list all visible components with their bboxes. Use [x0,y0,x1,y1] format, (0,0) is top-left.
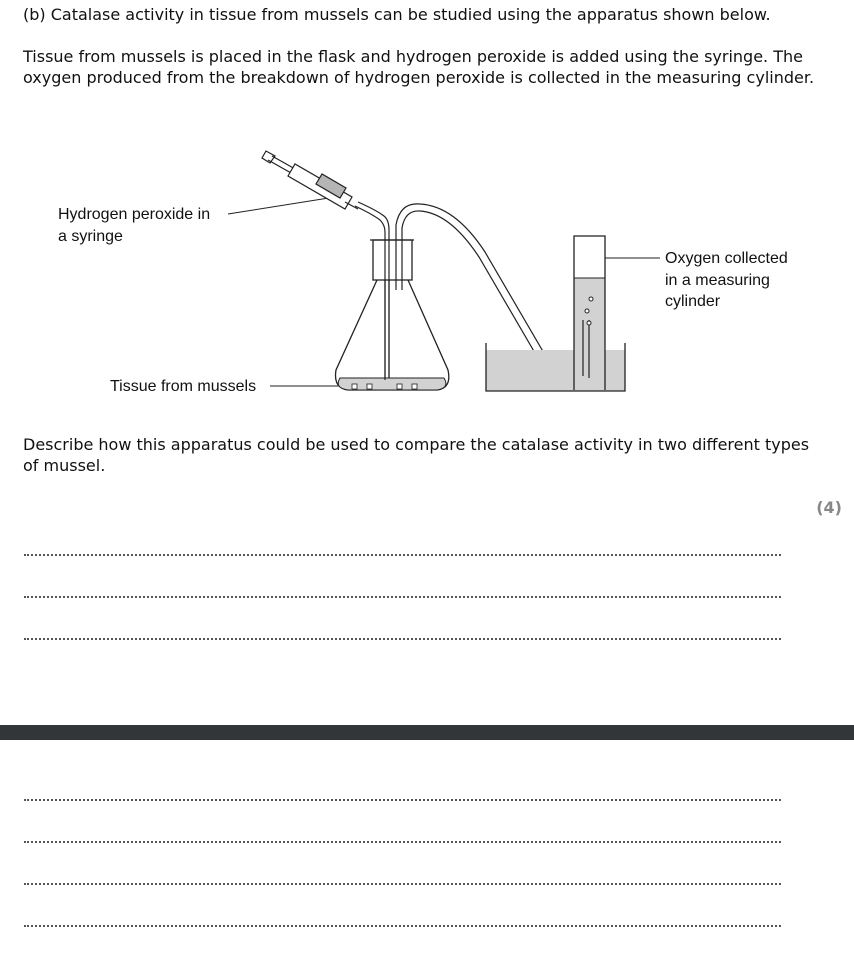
label-oxygen-line3: cylinder [665,293,721,310]
label-syringe-line2: a syringe [58,228,123,245]
answer-line[interactable] [24,841,781,843]
syringe [262,151,358,209]
label-syringe-line1: Hydrogen peroxide in [58,206,211,223]
question-intro: (b) Catalase activity in tissue from mussels can be studied using the apparatus shown below. [23,5,771,24]
question-paragraph: Tissue from mussels is placed in the flask and hydrogen peroxide is added using the syringe. The oxygen produced from the breakdown of hydrogen peroxide is collected in the measuring cylinder. [23,47,815,87]
leader-syringe [228,197,335,214]
answer-line[interactable] [24,554,781,556]
question-prompt: Describe how this apparatus could be used to compare the catalase activity in two different types of mussel. [23,435,810,475]
apparatus-diagram [0,140,854,410]
page-divider [0,725,854,740]
flask-stopper [373,240,412,280]
answer-line[interactable] [24,596,781,598]
answer-line[interactable] [24,799,781,801]
conical-flask [336,240,449,390]
answer-line[interactable] [24,883,781,885]
label-oxygen-line2: in a measuring [665,272,770,289]
answer-line[interactable] [24,925,781,927]
marks-available: (4) [816,498,842,517]
label-oxygen-line1: Oxygen collected [665,250,788,267]
label-tissue: Tissue from mussels [110,378,257,395]
syringe-tube-outer [355,206,385,380]
answer-line[interactable] [24,638,781,640]
